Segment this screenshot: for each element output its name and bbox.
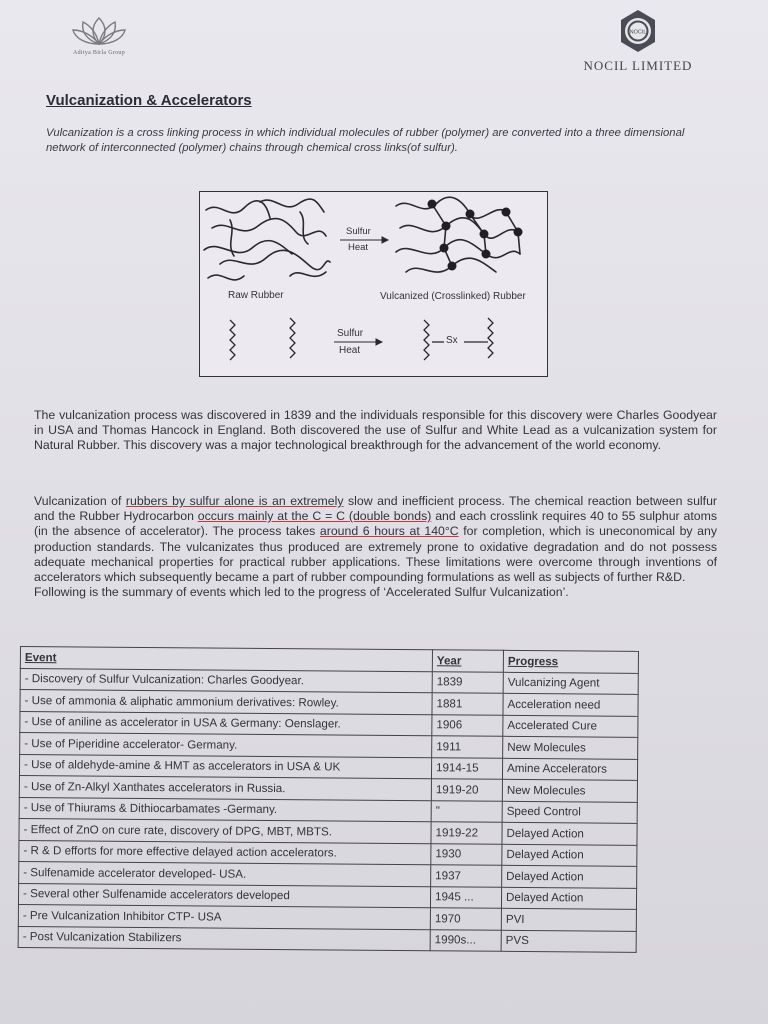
lotus-logo-icon xyxy=(71,14,127,48)
event-cell: - Use of ammonia & aliphatic ammonium derivatives: Rowley. xyxy=(20,690,432,715)
table-row xyxy=(18,926,636,952)
arrow1-sulfur-label: Sulfur xyxy=(346,226,371,237)
event-cell: - Use of Piperidine accelerator- Germany. xyxy=(20,733,432,758)
progress-cell: New Molecules xyxy=(503,736,638,759)
intro-text: Vulcanization is a cross linking process in which individual molecules of rubber (polymer) are converted into a three dimensional network of interconnected (polymer) chains through chemical cross links(of sulfur). xyxy=(46,127,685,154)
year-cell: 1839 xyxy=(432,671,503,693)
progress-cell: PVI xyxy=(501,908,636,931)
year-cell: 1906 xyxy=(432,714,503,736)
year-cell: 1990s... xyxy=(430,929,501,951)
hexagon-logo-icon xyxy=(618,8,658,54)
event-cell: - Use of aniline as accelerator in USA & Germany: Oenslager. xyxy=(20,711,432,736)
event-cell: - Effect of ZnO on cure rate, discovery of DPG, MBT, MBTS. xyxy=(19,818,431,843)
year-cell: 1945 ... xyxy=(430,886,501,908)
event-cell: - Discovery of Sulfur Vulcanization: Charles Goodyear. xyxy=(20,668,432,693)
text-span: Vulcanization of xyxy=(34,494,126,508)
vulcanized-rubber-label: Vulcanized (Crosslinked) Rubber xyxy=(380,291,526,302)
progress-cell: Delayed Action xyxy=(501,887,636,910)
sulfur-crosslink-label: Sx xyxy=(446,335,458,346)
event-cell: - Use of Thiurams & Dithiocarbamates -Germany. xyxy=(19,797,431,822)
event-cell: - Several other Sulfenamide accelerators developed xyxy=(18,883,430,908)
diagram-artwork xyxy=(200,192,547,376)
company-logo xyxy=(578,8,698,74)
column-header-event: Event xyxy=(20,647,432,672)
progress-cell: New Molecules xyxy=(502,779,637,802)
event-cell: - Use of Zn-Alkyl Xanthates accelerators in Russia. xyxy=(19,775,431,800)
progress-cell: Speed Control xyxy=(502,801,637,824)
column-header-year: Year xyxy=(432,650,503,672)
logo-badge-text: NOCIL xyxy=(629,29,647,36)
event-cell: - Use of aldehyde-amine & HMT as accelerators in USA & UK xyxy=(19,754,431,779)
arrow2-sulfur-label: Sulfur xyxy=(337,328,364,339)
crosslinked-rubber-chains xyxy=(396,197,520,272)
text-span: for completion, which is uneconomical by any production standards. The vulcanizates thus produced are extremely prone to oxidative degradation and do not possess adequate mechanical properties for practical rubber applications. These limitations were overcome through inventions of accelerators which subsequently became a part of rubber compounding formulations as well as subjects of further R&D. xyxy=(34,524,717,585)
year-cell: 1919-20 xyxy=(431,779,502,801)
event-cell: - R & D efforts for more effective delayed action accelerators. xyxy=(19,840,431,865)
progress-cell: Acceleration need xyxy=(503,693,638,716)
arrow1-heat-label: Heat xyxy=(348,242,369,253)
text-span: and each crosslink requires 40 to 55 sulphur atoms (in the absence of accelerator). The process takes xyxy=(34,509,717,539)
events-table xyxy=(18,646,639,953)
year-cell: 1970 xyxy=(430,908,501,930)
event-cell: - Pre Vulcanization Inhibitor CTP- USA xyxy=(18,904,430,929)
event-cell: - Sulfenamide accelerator developed- USA. xyxy=(19,861,431,886)
progress-cell: Vulcanizing Agent xyxy=(503,672,638,695)
group-logo-tagline: Aditya Birla Group xyxy=(72,50,126,56)
progress-cell: Accelerated Cure xyxy=(503,715,638,738)
raw-rubber-chains xyxy=(204,199,330,280)
progress-cell: Delayed Action xyxy=(502,865,637,888)
year-cell: 1914-15 xyxy=(431,757,502,779)
year-cell: 1919-22 xyxy=(431,822,502,844)
year-cell: " xyxy=(431,800,502,822)
group-logo xyxy=(44,14,154,56)
vulcanization-diagram xyxy=(199,191,548,377)
accelerator-paragraph xyxy=(34,494,717,600)
progress-cell: Delayed Action xyxy=(502,822,637,845)
company-name: NOCIL LIMITED xyxy=(583,58,693,73)
arrow2-heat-label: Heat xyxy=(339,345,361,356)
underlined-text: occurs mainly at the C = C (double bonds) xyxy=(197,509,432,524)
text-span: slow and inefficient process. The chemical reaction between sulfur and the Rubber Hydrocarbon xyxy=(34,494,717,524)
year-cell: 1881 xyxy=(432,693,503,715)
raw-rubber-label: Raw Rubber xyxy=(228,290,284,301)
page-title: Vulcanization & Accelerators xyxy=(46,92,252,109)
underlined-text: rubbers by sulfur alone is an extremely xyxy=(125,494,344,508)
event-cell: - Post Vulcanization Stabilizers xyxy=(18,926,430,951)
year-cell: 1937 xyxy=(431,865,502,887)
progress-cell: PVS xyxy=(501,930,636,953)
year-cell: 1911 xyxy=(432,736,503,758)
discovery-paragraph: The vulcanization process was discovered in 1839 and the individuals responsible for this discovery were Charles Goodyear in USA and Thomas Hancock in England. Both discovered the use of Sulfur and White Lead as a vulcanization system for Natural Rubber. This discovery was a major technological breakthrough for the advancement of the world economy. xyxy=(34,408,717,453)
summary-lead-in: Following is the summary of events which led to the progress of ‘Accelerated Sulfur Vulcanization’. xyxy=(34,585,569,600)
column-header-progress: Progress xyxy=(503,650,638,673)
year-cell: 1930 xyxy=(431,843,502,865)
progress-cell: Amine Accelerators xyxy=(502,758,637,781)
underlined-text: around 6 hours at 140°C xyxy=(319,524,459,539)
progress-cell: Delayed Action xyxy=(502,844,637,867)
